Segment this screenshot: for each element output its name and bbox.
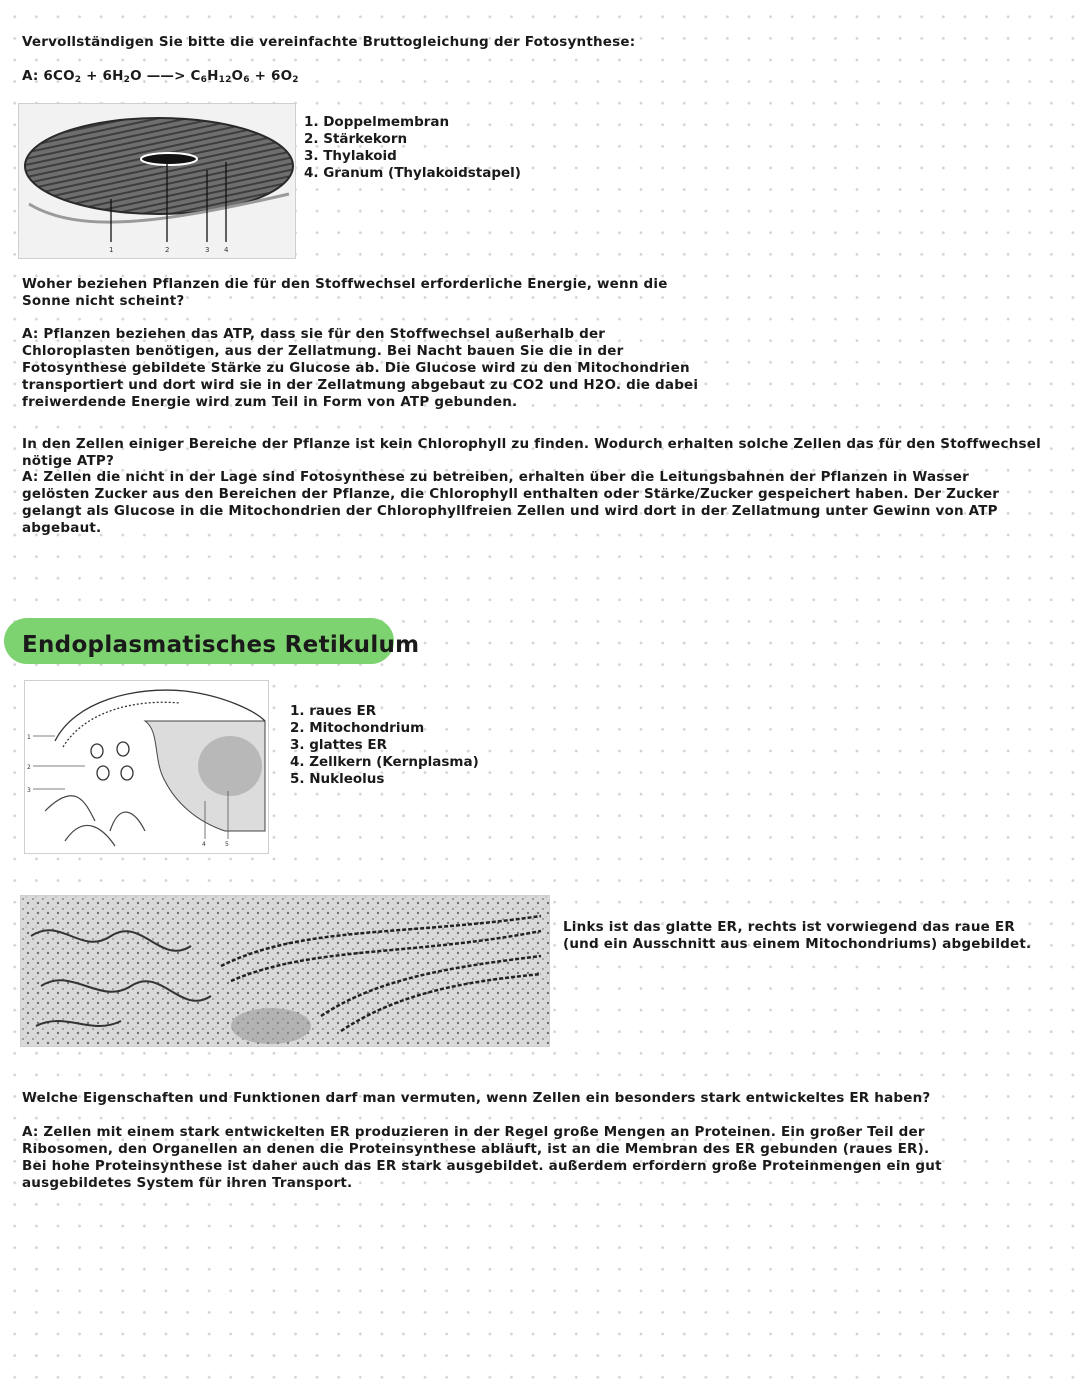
er-answer: A: Zellen mit einem stark entwickelten ER produzieren in der Regel große Mengen an Proteinen. Ein großer Teil der Ribosomen, den Organellen an denen die Proteinsynthese abläuft, ist an die Membran des ER gebunden (raues ER). Bei hohe Proteinsynthese ist daher auch das ER stark ausgebildet. außerdem erfordern große Proteinmengen ein gut ausgebildetes System für ihren Transport.: [22, 1124, 942, 1191]
equation-h: H: [207, 68, 219, 84]
er-diagram: [24, 680, 269, 854]
chlorophyll-question: In den Zellen einiger Bereiche der Pflanze ist kein Chlorophyll zu finden. Wodurch erhalten solche Zellen das für den Stoffwechsel nötige ATP?: [22, 436, 1041, 469]
equation-o: O: [130, 68, 142, 84]
er-label-list: [290, 703, 550, 788]
er-label: 2. Mitochondrium: [290, 720, 425, 736]
equation-co2-sub: 2: [74, 75, 82, 85]
diagram-number-5: 5: [225, 841, 229, 848]
er-question: Welche Eigenschaften und Funktionen darf man vermuten, wenn Zellen ein besonders stark entwickeltes ER haben?: [22, 1090, 931, 1106]
chloroplast-label: 2. Stärkekorn: [304, 131, 408, 147]
er-micrograph: [20, 895, 550, 1047]
micrograph-caption: Links ist das glatte ER, rechts ist vorwiegend das raue ER (und ein Ausschnitt aus einem Mitochondriums) abgebildet.: [563, 919, 1032, 952]
equation-o-sub: 6: [243, 75, 250, 85]
diagram-number-3: 3: [27, 787, 31, 794]
er-label: 3. glattes ER: [290, 737, 388, 753]
equation-prefix: A: 6CO: [22, 68, 75, 84]
equation-arrow: ——> C: [141, 68, 201, 84]
equation-h-sub: 12: [218, 75, 232, 85]
er-diagram-image: [25, 681, 268, 853]
starch-grain: [141, 153, 197, 165]
energy-question: Woher beziehen Pflanzen die für den Stoffwechsel erforderliche Energie, wenn die Sonne nicht scheint?: [22, 276, 668, 309]
er-label: 5. Nukleolus: [290, 771, 385, 787]
diagram-number-1: 1: [27, 734, 31, 741]
equation-plus2: + 6O: [249, 68, 293, 84]
fig-number-1: 1: [109, 246, 114, 254]
nucleolus: [198, 736, 262, 796]
chloroplast-label: 3. Thylakoid: [304, 148, 397, 164]
equation-plus1: + 6H: [81, 68, 124, 84]
fig-number-3: 3: [205, 246, 210, 254]
er-label: 1. raues ER: [290, 703, 377, 719]
chloroplast-micrograph: [18, 103, 296, 259]
equation-h2o-sub: 2: [123, 75, 131, 85]
chloroplast-label-list: [304, 114, 564, 182]
chloroplast-body: [25, 118, 293, 214]
fig-number-4: 4: [224, 246, 229, 254]
er-micrograph-image: [21, 896, 549, 1046]
photosynthesis-equation: [22, 68, 422, 89]
fig-number-2: 2: [165, 246, 170, 254]
diagram-number-2: 2: [27, 764, 31, 771]
equation-o2-sub: 2: [292, 75, 299, 85]
diagram-number-4: 4: [202, 841, 206, 848]
photosynthesis-question: Vervollständigen Sie bitte die vereinfachte Bruttogleichung der Fotosynthese:: [22, 34, 636, 50]
er-label: 4. Zellkern (Kernplasma): [290, 754, 479, 770]
energy-answer: A: Pflanzen beziehen das ATP, dass sie für den Stoffwechsel außerhalb der Chloroplasten benötigen, aus der Zellatmung. Bei Nacht bauen Sie die in der Fotosynthese gebildete Stärke zu Glucose ab. Die Glucose wird zu den Mitochondrien transportiert und dort wird sie in der Zellatmung abgebaut zu CO2 und H2O. die dabei freiwerdende Energie wird zum Teil in Form von ATP gebunden.: [22, 326, 699, 410]
chloroplast-label: 1. Doppelmembran: [304, 114, 450, 130]
equation-c-sub: 6: [200, 75, 208, 85]
equation-o2: O: [231, 68, 244, 84]
chloroplast-image: [19, 104, 295, 258]
chlorophyll-answer: A: Zellen die nicht in der Lage sind Fotosynthese zu betreiben, erhalten über die Leitungsbahnen der Pflanzen in Wasser gelösten Zucker aus den Bereichen der Pflanze, die Chlorophyll enthalten oder Stärke/Zucker gespeichert haben. Der Zucker gelangt als Glucose in die Mitochondrien der Chlorophyllfreien Zellen und wird dort in der Zellatmung unter Gewinn von ATP abgebaut.: [22, 469, 1000, 536]
section-title: Endoplasmatisches Retikulum: [22, 632, 420, 658]
chloroplast-label: 4. Granum (Thylakoidstapel): [304, 165, 521, 181]
